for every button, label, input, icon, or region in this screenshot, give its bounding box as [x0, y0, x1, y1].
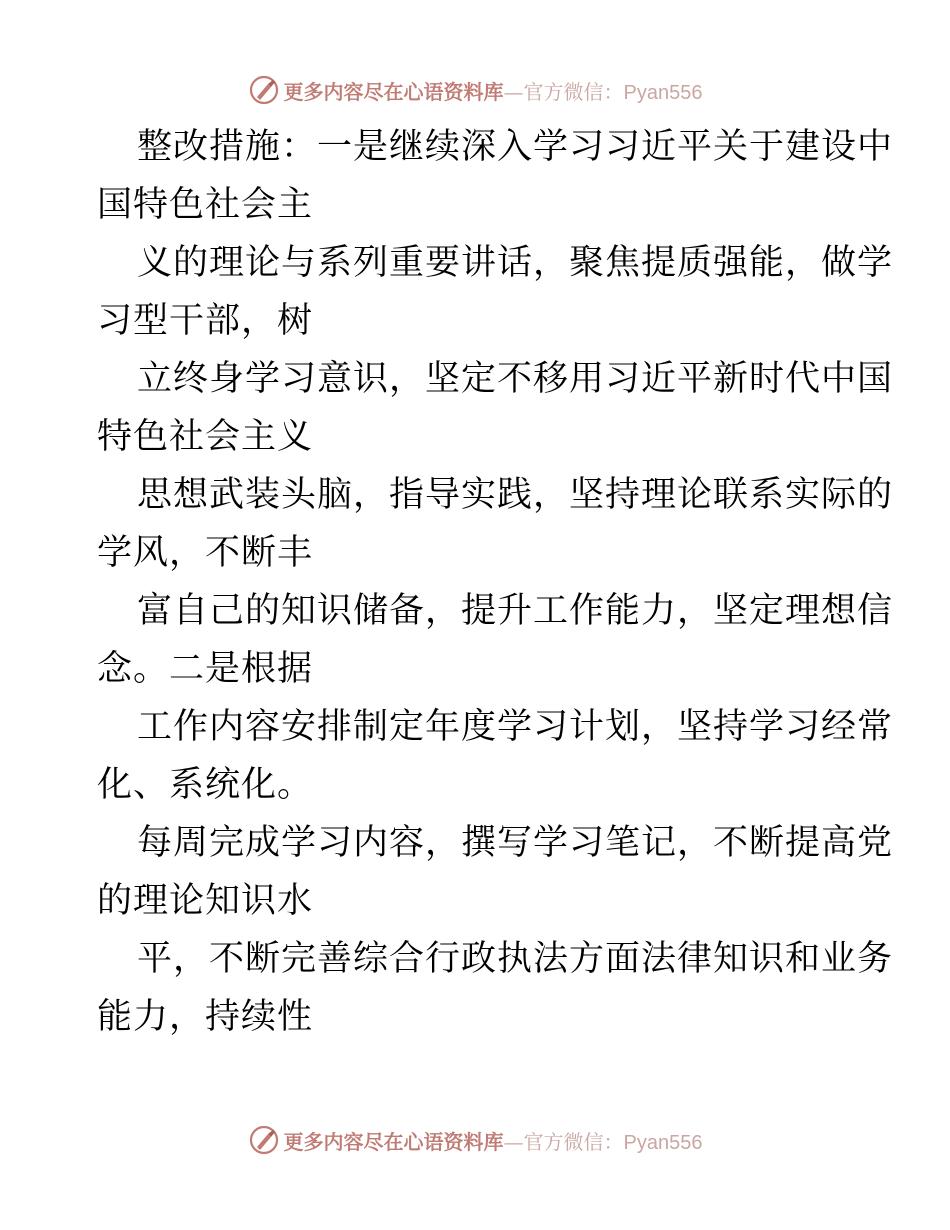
body-line: 整改措施：一是继续深入学习习近平关于建设中 [137, 127, 894, 167]
watermark-wechat-id: Pyan556 [623, 81, 703, 104]
pen-logo-icon [248, 1124, 280, 1156]
body-line: 念。二是根据 [97, 649, 314, 689]
watermark-wechat-label: 官方微信： [523, 1129, 624, 1154]
body-line: 的理论知识水 [97, 881, 314, 921]
body-line: 国特色社会主 [97, 185, 314, 225]
body-line: 学风，不断丰 [97, 533, 314, 573]
body-line: 平，不断完善综合行政执法方面法律知识和业务 [137, 939, 894, 979]
watermark-text [284, 1126, 703, 1155]
watermark-text [284, 76, 703, 105]
body-line: 义的理论与系列重要讲话，聚焦提质强能，做学 [137, 243, 894, 283]
body-line: 思想武装头脑，指导实践，坚持理论联系实际的 [137, 475, 894, 515]
watermark-brand: 更多内容尽在心语资料库 [283, 79, 504, 104]
body-line: 每周完成学习内容，撰写学习笔记，不断提高党 [137, 823, 894, 863]
body-line: 特色社会主义 [97, 417, 314, 457]
watermark-brand: 更多内容尽在心语资料库 [283, 1129, 504, 1154]
footer-watermark [0, 1120, 950, 1160]
document-body [97, 118, 894, 1046]
watermark-wechat-id: Pyan556 [623, 1131, 703, 1154]
watermark-dash: — [503, 1129, 524, 1154]
watermark-dash: — [503, 79, 524, 104]
body-line: 富自己的知识储备，提升工作能力，坚定理想信 [137, 591, 894, 631]
body-line: 工作内容安排制定年度学习计划，坚持学习经常 [137, 707, 894, 747]
header-watermark [0, 70, 950, 110]
watermark-wechat-label: 官方微信： [523, 79, 624, 104]
pen-logo-icon [248, 74, 280, 106]
body-line: 立终身学习意识，坚定不移用习近平新时代中国 [137, 359, 894, 399]
body-line: 化、系统化。 [97, 765, 314, 805]
body-line: 能力，持续性 [97, 997, 314, 1037]
body-line: 习型干部，树 [97, 301, 314, 341]
